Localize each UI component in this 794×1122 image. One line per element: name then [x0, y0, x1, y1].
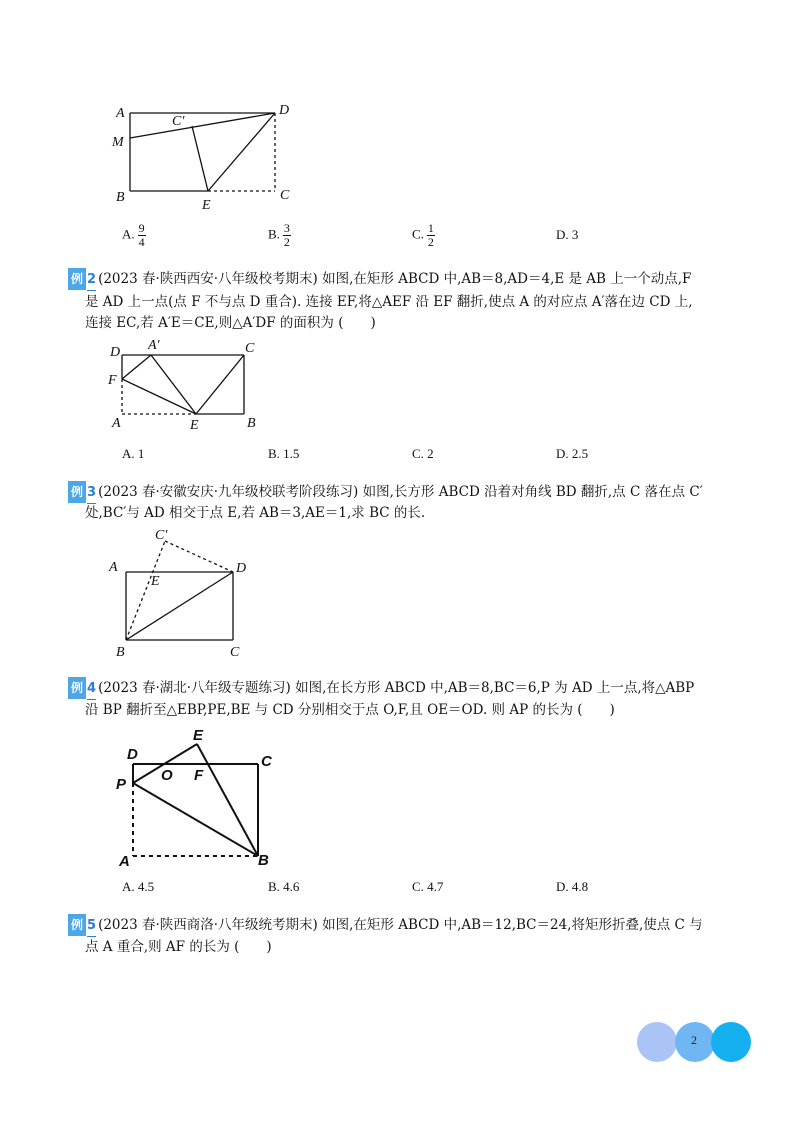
- q2-line-1: [68, 268, 691, 291]
- q3-text-1: (2023 春·安徽安庆·九年级校联考阶段练习) 如图,长方形 ABCD 沿着对角线 BD 翻折,点 C 落在点 C′: [98, 484, 703, 500]
- figure-1: [100, 98, 320, 218]
- fig1-label-A: A: [116, 106, 125, 121]
- fig3-label-D: D: [236, 561, 247, 576]
- figure-4: [102, 722, 292, 872]
- q2-text-1: (2023 春·陕西西安·八年级校考期末) 如图,在矩形 ABCD 中,AB＝8,AD＝4,E 是 AB 上一个动点,F: [98, 271, 692, 287]
- fig2-label-C: C: [245, 341, 255, 356]
- q4-option-d[interactable]: D. 4.8: [556, 879, 589, 894]
- fig2-label-A: A: [112, 416, 121, 431]
- q2-option-a[interactable]: A. 1: [122, 446, 145, 461]
- q2-option-b[interactable]: B. 1.5: [268, 446, 300, 461]
- fig3-label-C: C: [230, 645, 240, 660]
- fig1-label-M: M: [112, 135, 124, 150]
- fig1-label-C: C: [280, 188, 290, 203]
- q1-option-a-prefix: A.: [122, 226, 135, 242]
- q5-line-1: [68, 914, 703, 937]
- fig2-label-D: D: [110, 345, 121, 360]
- q2-example-tag: 例: [68, 268, 86, 290]
- q2-option-d[interactable]: D. 2.5: [556, 446, 589, 461]
- q1-option-d[interactable]: D. 3: [556, 227, 579, 242]
- fig1-label-D: D: [279, 103, 290, 118]
- q1-option-b[interactable]: [268, 222, 291, 249]
- q4-example-tag: 例: [68, 677, 86, 699]
- fig4-label-P: P: [116, 776, 127, 793]
- q3-line-1: [68, 481, 703, 504]
- footer-circle-left: [637, 1022, 677, 1062]
- q4-example-number: 4: [87, 679, 96, 700]
- fig3-label-E: E: [151, 574, 160, 589]
- q3-line-2: 处,BC′与 AD 相交于点 E,若 AB＝3,AE＝1,求 BC 的长.: [85, 505, 426, 521]
- fig2-label-F: F: [108, 373, 117, 388]
- fig2-label-Aprime: A′: [148, 338, 160, 353]
- fig1-label-B: B: [116, 190, 125, 205]
- fig1-label-Cprime: C′: [172, 114, 185, 129]
- q4-option-b[interactable]: B. 4.6: [268, 879, 300, 894]
- q1-option-a-fraction: $\frac{9}{4}$: [138, 221, 145, 249]
- q2-line-2: 是 AD 上一点(点 F 不与点 D 重合). 连接 EF,将△AEF 沿 EF 翻折,使点 A 的对应点 A′落在边 CD 上,: [85, 294, 693, 310]
- q1-option-b-fraction: $\frac{3}{2}$: [283, 221, 290, 249]
- q3-example-number: 3: [87, 483, 96, 504]
- q1-option-a[interactable]: [122, 222, 146, 249]
- figure-3: [102, 522, 272, 662]
- fig4-label-O: O: [161, 767, 173, 784]
- fig3-label-A: A: [109, 560, 118, 575]
- q2-example-number: 2: [87, 270, 96, 291]
- q4-text-1: (2023 春·湖北·八年级专题练习) 如图,在长方形 ABCD 中,AB＝8,BC＝6,P 为 AD 上一点,将△ABP: [98, 680, 695, 696]
- q2-option-c[interactable]: C. 2: [412, 446, 434, 461]
- fig4-label-E: E: [193, 727, 204, 744]
- q5-line-2: 点 A 重合,则 AF 的长为 ( ): [85, 939, 272, 955]
- fig3-label-B: B: [116, 645, 125, 660]
- q2-line-3: 连接 EC,若 A′E＝CE,则△A′DF 的面积为 ( ): [85, 315, 376, 331]
- fig2-label-B: B: [247, 416, 256, 431]
- q5-example-number: 5: [87, 916, 96, 937]
- fig4-label-D: D: [127, 746, 138, 763]
- figure-2: [102, 334, 272, 434]
- q1-option-c-fraction: $\frac{1}{2}$: [427, 221, 434, 249]
- q5-text-1: (2023 春·陕西商洛·八年级统考期末) 如图,在矩形 ABCD 中,AB＝12,BC＝24,将矩形折叠,使点 C 与: [98, 917, 703, 933]
- fig3-label-Cprime: C′: [155, 528, 168, 543]
- q1-option-b-prefix: B.: [268, 226, 280, 242]
- footer-circle-right: [711, 1022, 751, 1062]
- q5-example-tag: 例: [68, 914, 86, 936]
- q4-line-1: [68, 677, 694, 700]
- q3-example-tag: 例: [68, 481, 86, 503]
- fig4-label-B: B: [258, 852, 269, 869]
- q1-option-c[interactable]: [412, 222, 435, 249]
- fig4-label-A: A: [119, 853, 130, 870]
- fig2-label-E: E: [190, 418, 199, 433]
- q4-option-a[interactable]: A. 4.5: [122, 879, 155, 894]
- fig4-label-C: C: [261, 753, 272, 770]
- fig4-label-F: F: [194, 767, 204, 784]
- q4-line-2: 沿 BP 翻折至△EBP,PE,BE 与 CD 分别相交于点 O,F,且 OE＝OD. 则 AP 的长为 ( ): [85, 702, 615, 718]
- page-number: 2: [691, 1033, 697, 1047]
- q4-option-c[interactable]: C. 4.7: [412, 879, 444, 894]
- q1-option-c-prefix: C.: [412, 226, 424, 242]
- fig1-label-E: E: [202, 198, 211, 213]
